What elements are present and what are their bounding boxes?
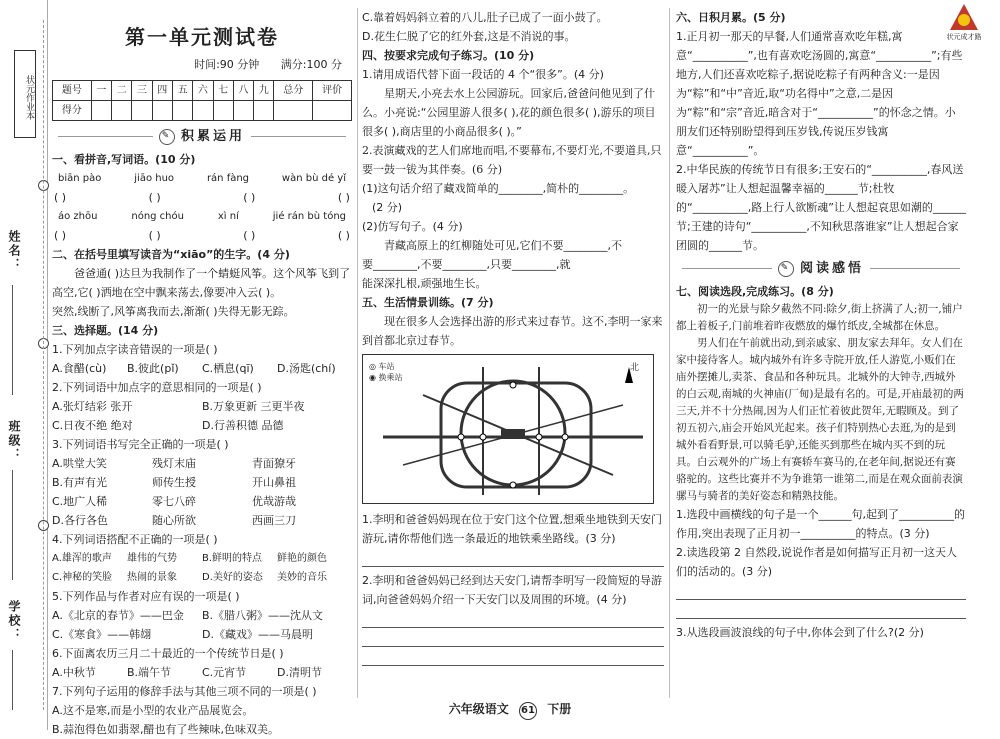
column-2 (362, 8, 664, 696)
footer-volume: 下册 (547, 702, 572, 716)
station-icon: ◎ (369, 362, 376, 371)
answer-line[interactable] (362, 628, 664, 647)
q5-1: 1.李明和爸爸妈妈现在位于安门这个位置,想乘坐地铁到天安门游玩,请你帮他们选一条最近的地铁乘坐路线。(3 分) (362, 513, 662, 545)
transfer-station (510, 482, 516, 488)
score-header-cell: 评价 (313, 81, 352, 101)
q6-1: 1.正月初一那天的早餐,人们通常喜欢吃年糕,寓意“__________”,也有喜欢吃汤圆的,寓意“__________”;有些地方,人们还喜欢吃粽子,据说吃粽子有两种含义:一是因为“粽”和“中”音近,取“功名得中”之意,二是因为“粽”和“宗”音近,暗含对于“__________”的怀念之情。小朋友们还特别盼望得到压岁钱,传说压岁钱寓意“__________”。 (676, 30, 963, 157)
section-banner-jilei: ✎ 积累运用 (52, 127, 352, 146)
answer-line[interactable] (362, 548, 664, 567)
transfer-icon: ◉ (369, 373, 376, 382)
reading-q2: 2.读选段第 2 自然段,说说作者是如何描写正月初一这天人们的活动的。(3 分) (676, 546, 957, 578)
score-cell[interactable] (193, 101, 213, 121)
score-table-header (53, 81, 352, 101)
q3-3-options: A.哄堂大笑 残灯末庙 青面獠牙 (52, 457, 296, 470)
full-score-label: 满分:100 分 (280, 58, 342, 71)
footer-grade: 六年级语文 (448, 702, 509, 716)
q4-2-2-text: 能深深扎根,顽强地生长。 (362, 277, 487, 290)
score-cell[interactable] (132, 101, 152, 121)
page-title: 第一单元测试卷 (125, 25, 279, 49)
q4-2-2: (2)仿写句子。(4 分) (362, 220, 463, 233)
answer-row-1[interactable]: ( ) ( ) ( ) ( ) (54, 191, 350, 204)
q3-6-options: A.中秋节 B.端午节 C.元宵节 D.清明节 (52, 666, 322, 679)
score-cell[interactable] (152, 101, 172, 121)
book-icon: ✎ (778, 261, 794, 277)
q3-7-c: C.靠着妈妈斜立着的八儿,肚子已成了一面小鼓了。 (362, 11, 608, 24)
score-table (52, 80, 352, 121)
q3-4-options: A.雄浑的歌声 雄伟的气势 B.鲜明的特点 鲜艳的颜色 (52, 553, 327, 564)
q4-2-1: (1)这句话介绍了藏戏简单的________,简朴的________。 (362, 182, 635, 195)
q4-2: 2.表演藏戏的艺人们席地而唱,不要幕布,不要灯光,不要道具,只要一鼓一钹为其伴奏。(6 分) (362, 144, 662, 176)
q3-5: 5.下列作品与作者对应有误的一项是( ) (52, 590, 240, 603)
pinyin-row-2: áo zhōu nóng chóu xì ní jié rán bù tóng (58, 211, 346, 222)
score-header-cell: 六 (193, 81, 213, 101)
score-cell[interactable] (213, 101, 233, 121)
score-header-cell: 五 (172, 81, 192, 101)
q2-title: 二、在括号里填写读音为“xiāo”的生字。(4 分) (52, 248, 290, 261)
q4-2-1-score: (2 分) (372, 201, 403, 214)
score-cell[interactable] (254, 101, 274, 121)
score-header-cell: 九 (254, 81, 274, 101)
answer-line[interactable] (362, 609, 664, 628)
q6-2: 2.中华民族的传统节日有很多;王安石的“__________,春风送暖入屠苏”让人想起温馨幸福的______节;杜牧的“__________,路上行人欲断魂”让人想起哀思如潮的______节;王建的诗句“__________,不知秋思落谁家”让人想起合家团圆的______节。 (676, 163, 966, 252)
q3-2: 2.下列词语中加点字的意思相同的一项是( ) (52, 381, 262, 394)
score-header-cell: 四 (152, 81, 172, 101)
q3-3-options: D.各行各色 随心所欲 西画三刀 (52, 514, 296, 527)
q5-2: 2.李明和爸爸妈妈已经到达天安门,请帮李明写一段简短的导游词,向爸爸妈妈介绍一下天安门以及周围的环境。(4 分) (362, 574, 662, 606)
answer-line[interactable] (676, 581, 966, 600)
q3-7: 7.下列句子运用的修辞手法与其他三项不同的一项是( ) (52, 685, 317, 698)
q3-7-b: B.蒜泡得色如翡翠,醋也有了些辣味,色味双美。 (52, 723, 280, 736)
transfer-station (510, 382, 516, 388)
q3-5-options: A.《北京的春节》——巴金 B.《腊八粥》——沈从文 (52, 609, 324, 622)
name-label: 姓名： (7, 230, 21, 272)
answer-line[interactable] (676, 600, 966, 619)
score-cell[interactable] (172, 101, 192, 121)
school-line (12, 650, 13, 710)
time-label: 时间:90 分钟 (194, 58, 260, 71)
q3-7-a: A.这不是寒,而是小型的农业产品展览会。 (52, 704, 254, 717)
score-cell[interactable] (91, 101, 111, 121)
q3-6: 6.下面离农历三月二十最近的一个传统节日是( ) (52, 647, 284, 660)
book-icon: ✎ (159, 129, 175, 145)
q2-text-2: 突然,线断了,风筝离我而去,渐渐( )失得无影无踪。 (52, 305, 295, 318)
tiananmen-icon (501, 429, 525, 439)
score-cell[interactable] (233, 101, 253, 121)
q3-title: 三、选择题。(14 分) (52, 324, 159, 337)
q3-3-options: C.地广人稀 零七八碎 优哉游哉 (52, 495, 296, 508)
score-header-cell: 八 (233, 81, 253, 101)
score-row-label: 得分 (53, 101, 92, 121)
column-3 (676, 8, 966, 696)
class-label: 班级： (7, 420, 21, 462)
class-line (12, 470, 13, 580)
answer-line[interactable] (362, 647, 664, 666)
q5-text: 现在很多人会选择出游的形式来过春节。这不,李明一家来到首都北京过春节。 (362, 315, 663, 347)
score-table-row (53, 101, 352, 121)
logo-icon (950, 4, 978, 30)
q3-1-options: A.食醋(cù) B.彼此(pǐ) C.栖息(qī) D.汤匙(chí) (52, 362, 336, 375)
score-cell[interactable] (274, 101, 313, 121)
transfer-station (480, 434, 486, 440)
q2-text: 爸爸通( )达旦为我制作了一个蜻蜓风筝。这个风筝飞到了高空,它( )洒地在空中飘来荡去,像要冲入云( )。 (52, 267, 351, 299)
q3-4: 4.下列词语搭配不正确的一项是( ) (52, 533, 218, 546)
q4-2-2-text: 青藏高原上的红柳随处可见,它们不要________,不 (384, 239, 622, 252)
q3-2-options: C.日夜不绝 绝对 D.行善积德 品德 (52, 419, 284, 432)
transfer-station (536, 434, 542, 440)
q3-4-options: C.神秘的笑脸 热闹的景象 D.美好的姿态 美妙的音乐 (52, 572, 327, 583)
score-header-cell: 二 (112, 81, 132, 101)
score-header-cell: 三 (132, 81, 152, 101)
school-label: 学校： (7, 600, 21, 642)
passage-paragraph-1: 初一的光景与除夕截然不同:除夕,街上挤满了人;初一,铺户都上着板子,门前堆着昨夜燃放的爆竹纸皮,全城都在休息。 (676, 303, 963, 332)
score-cell[interactable] (313, 101, 352, 121)
answer-row-2[interactable]: ( ) ( ) ( ) ( ) (54, 229, 350, 242)
q3-1: 1.下列加点字读音错误的一项是( ) (52, 343, 218, 356)
page-footer (410, 700, 610, 720)
subway-map-svg (363, 355, 654, 504)
q3-2-options: A.张灯结彩 张开 B.万象更新 三更半夜 (52, 400, 305, 413)
subway-map (362, 354, 654, 504)
q4-2-2-text: 要________,不要________,只要________,就 (362, 258, 571, 271)
column-divider (669, 8, 670, 698)
score-header-cell: 题号 (53, 81, 92, 101)
map-legend: ◎ 车站 ◉ 换乘站 (369, 362, 403, 382)
transfer-station (562, 434, 568, 440)
north-label: 北 (629, 363, 639, 373)
column-divider (357, 8, 358, 698)
cut-line (43, 20, 44, 710)
q4-1-text: 星期天,小亮去水上公园游玩。回家后,爸爸问他见到了什么。小亮说:“公园里游人很多( ),花的颜色很多( ),游乐的项目很多( ),商店里的小商品很多( )。” (362, 87, 656, 138)
name-line (12, 285, 13, 395)
transfer-station (458, 434, 464, 440)
q5-title: 五、生活情景训练。(7 分) (362, 296, 494, 309)
score-cell[interactable] (112, 101, 132, 121)
score-header-cell: 总分 (274, 81, 313, 101)
q1-title: 一、看拼音,写词语。(10 分) (52, 153, 196, 166)
q3-7-d: D.花生仁脱了它的红外套,这是不消说的事。 (362, 30, 576, 43)
q4-title: 四、按要求完成句子练习。(10 分) (362, 49, 535, 62)
q3-5-options: C.《寒食》——韩翃 D.《藏戏》——马晨明 (52, 628, 313, 641)
score-header-cell: 七 (213, 81, 233, 101)
score-header-cell: 一 (91, 81, 111, 101)
publisher-logo: 状元成才路 (936, 4, 992, 48)
page-number: 61 (519, 702, 537, 720)
q4-1: 1.请用成语代替下面一段话的 4 个“很多”。(4 分) (362, 68, 604, 81)
q7-title: 七、阅读选段,完成练习。(8 分) (676, 285, 834, 298)
pinyin-row-1: biān pào jiāo huo rán fàng wàn bù dé yǐ (58, 173, 346, 184)
q3-3-options: B.有声有光 师传生授 开山鼻祖 (52, 476, 296, 489)
q6-title: 六、日积月累。(5 分) (676, 11, 786, 24)
column-1 (52, 8, 352, 736)
reading-q1: 1.选段中画横线的句子是一个______句,起到了__________的作用,突出表现了正月初一__________的特点。(3 分) (676, 508, 965, 540)
passage-paragraph-2: 男人们在午前就出动,到亲戚家、朋友家去拜年。女人们在家中接待客人。城内城外有许多寺院开放,任人游览,小贩们在庙外摆摊儿,卖茶、食品和各种玩具。北城外的大钟寺,西城外的白云观,南城的火神庙(厂甸)是最有名的。可是,开庙最初的两三天,并不十分热闹,因为人们正忙着彼此贺年,无暇顾及。到了初五初六,庙会开始风光起来。孩子们特别热心去逛,为的是到城外看看野景,可以骑毛驴,还能买到那些在城内买不到的玩具。白云观外的广场上有赛轿车赛马的,在老年间,据说还有赛骆驼的。这些比赛并不为争谁第一谁第二,而是在观众面前表演骡马与骑者的美好姿态和精熟技能。 (676, 337, 964, 502)
time-score-line (52, 55, 352, 74)
section-banner-yuedu: ✎ 阅读感悟 (676, 259, 966, 278)
reading-q3: 3.从选段画波浪线的句子中,你体会到了什么?(2 分) (676, 626, 924, 639)
binding-margin (0, 0, 48, 730)
margin-box: 状元作业本 (14, 50, 36, 138)
q3-3: 3.下列词语书写完全正确的一项是( ) (52, 438, 229, 451)
